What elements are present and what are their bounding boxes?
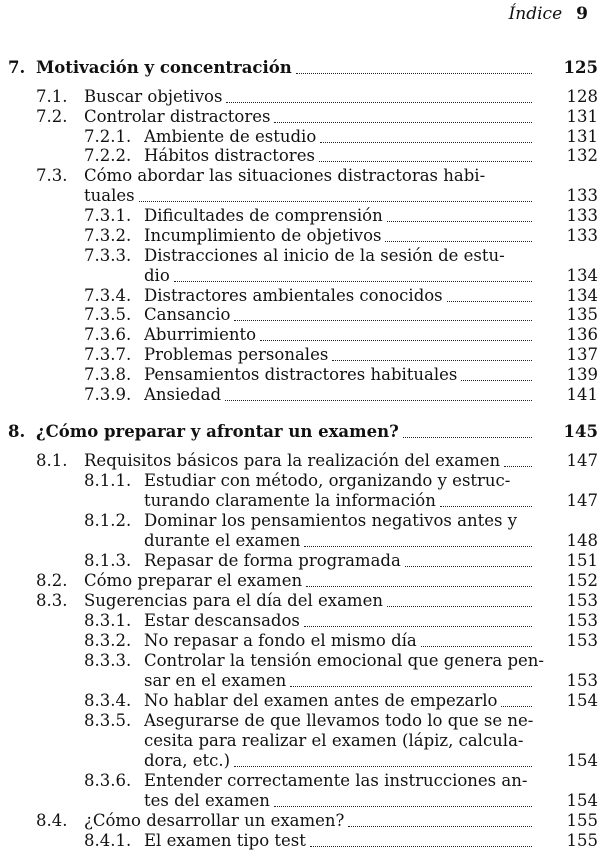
entry-title: Controlar la tensión emocional que genera pen- (144, 651, 545, 670)
dot-leader (319, 161, 532, 162)
dot-leader (306, 586, 532, 587)
entry-title: ¿Cómo desarrollar un examen? (84, 811, 345, 830)
entry-title: Ambiente de estudio (144, 127, 317, 146)
entry-number: 8.3.5. (84, 711, 132, 730)
entry-page-number: 125 (563, 58, 598, 77)
entry-title: Buscar objetivos (84, 87, 223, 106)
entry-title: Distractores ambientales conocidos (144, 286, 443, 305)
dot-leader (501, 706, 532, 707)
entry-number: 7.2.2. (84, 146, 132, 165)
entry-title: tes del examen (144, 791, 270, 810)
entry-title: Sugerencias para el día del examen (84, 591, 383, 610)
dot-leader (447, 301, 532, 302)
entry-page-number: 155 (566, 811, 598, 830)
entry-number: 8.4. (36, 811, 68, 830)
entry-page-number: 136 (566, 325, 598, 344)
entry-title: Asegurarse de que llevamos todo lo que se ne- (144, 711, 534, 730)
entry-page-number: 145 (563, 422, 598, 441)
dot-leader (274, 122, 532, 123)
entry-title: Cómo abordar las situaciones distractoras habi- (84, 166, 486, 185)
entry-title: Aburrimiento (144, 325, 257, 344)
entry-title: sar en el examen (144, 671, 287, 690)
entry-page-number: 155 (566, 831, 598, 850)
entry-number: 8.2. (36, 571, 68, 590)
dot-leader (405, 566, 532, 567)
entry-number: 8.3. (36, 591, 68, 610)
entry-page-number: 133 (566, 226, 598, 245)
entry-page-number: 147 (566, 491, 598, 510)
dot-leader (274, 806, 532, 807)
entry-title: Incumplimiento de objetivos (144, 226, 382, 245)
entry-number: 7.3.2. (84, 226, 132, 245)
entry-page-number: 133 (566, 206, 598, 225)
entry-page-number: 151 (566, 551, 598, 570)
entry-page-number: 154 (566, 751, 598, 770)
dot-leader (461, 380, 532, 381)
entry-page-number: 148 (566, 531, 598, 550)
dot-leader (440, 506, 532, 507)
dot-leader (320, 142, 532, 143)
entry-page-number: 133 (566, 186, 598, 205)
entry-page-number: 135 (566, 305, 598, 324)
running-header (509, 4, 588, 24)
entry-number: 7.3.3. (84, 246, 132, 265)
entry-page-number: 153 (566, 631, 598, 650)
dot-leader (226, 102, 532, 103)
dot-leader (304, 626, 532, 627)
entry-page-number: 152 (566, 571, 598, 590)
entry-title: dora, etc.) (144, 751, 231, 770)
entry-title: Motivación y concentración (36, 58, 292, 77)
entry-title: Repasar de forma programada (144, 551, 401, 570)
entry-number: 7.3.1. (84, 206, 132, 225)
entry-title: Entender correctamente las instrucciones an- (144, 771, 528, 790)
entry-page-number: 141 (566, 385, 598, 404)
entry-page-number: 131 (566, 127, 598, 146)
dot-leader (387, 221, 532, 222)
entry-page-number: 153 (566, 611, 598, 630)
dot-leader (174, 281, 532, 282)
entry-number: 7.3.4. (84, 286, 132, 305)
entry-title: Dificultades de comprensión (144, 206, 383, 225)
entry-number: 8.1.1. (84, 471, 132, 490)
entry-page-number: 139 (566, 365, 598, 384)
header-page-number: 9 (576, 4, 588, 24)
entry-number: 8. (8, 422, 26, 441)
entry-title: Problemas personales (144, 345, 329, 364)
entry-title: Pensamientos distractores habituales (144, 365, 458, 384)
entry-number: 8.4.1. (84, 831, 132, 850)
dot-leader (260, 340, 532, 341)
entry-title: No repasar a fondo el mismo día (144, 631, 417, 650)
entry-title: turando claramente la información (144, 491, 436, 510)
entry-title: Requisitos básicos para la realización del examen (84, 451, 501, 470)
entry-title: dio (144, 266, 170, 285)
entry-page-number: 153 (566, 671, 598, 690)
entry-title: Controlar distractores (84, 107, 271, 126)
entry-title: Estudiar con método, organizando y estruc- (144, 471, 511, 490)
entry-title: No hablar del examen antes de empezarlo (144, 691, 498, 710)
dot-leader (290, 686, 532, 687)
entry-page-number: 128 (566, 87, 598, 106)
entry-title: Cómo preparar el examen (84, 571, 303, 590)
entry-title: Estar descansados (144, 611, 300, 630)
entry-page-number: 134 (566, 286, 598, 305)
header-title: Índice (508, 4, 563, 24)
dot-leader (139, 201, 532, 202)
entry-number: 8.1.2. (84, 511, 132, 530)
entry-number: 7.3.8. (84, 365, 132, 384)
dot-leader (332, 360, 532, 361)
dot-leader (504, 466, 532, 467)
dot-leader (348, 826, 532, 827)
entry-number: 7.1. (36, 87, 68, 106)
entry-number: 7.3.5. (84, 305, 132, 324)
entry-title: Distracciones al inicio de la sesión de estu- (144, 246, 505, 265)
dot-leader (385, 241, 532, 242)
entry-page-number: 153 (566, 591, 598, 610)
dot-leader (296, 73, 532, 74)
entry-number: 7.2. (36, 107, 68, 126)
dot-leader (310, 846, 532, 847)
entry-title: ¿Cómo preparar y afrontar un examen? (36, 422, 399, 441)
dot-leader (403, 437, 532, 438)
entry-number: 8.3.4. (84, 691, 132, 710)
entry-page-number: 137 (566, 345, 598, 364)
entry-number: 7.3.9. (84, 385, 132, 404)
entry-number: 8.3.2. (84, 631, 132, 650)
entry-number: 7.2.1. (84, 127, 132, 146)
entry-number: 8.3.6. (84, 771, 132, 790)
entry-number: 7. (8, 58, 26, 77)
dot-leader (421, 646, 532, 647)
dot-leader (304, 546, 532, 547)
entry-title: tuales (84, 186, 135, 205)
entry-title: El examen tipo test (144, 831, 306, 850)
entry-title: Ansiedad (144, 385, 222, 404)
entry-page-number: 131 (566, 107, 598, 126)
entry-title: cesita para realizar el examen (lápiz, calcula- (144, 731, 524, 750)
entry-title: Dominar los pensamientos negativos antes y (144, 511, 518, 530)
entry-number: 7.3. (36, 166, 68, 185)
entry-page-number: 132 (566, 146, 598, 165)
dot-leader (225, 400, 532, 401)
entry-title: Cansancio (144, 305, 231, 324)
entry-page-number: 154 (566, 691, 598, 710)
entry-number: 8.1. (36, 451, 68, 470)
entry-number: 7.3.7. (84, 345, 132, 364)
entry-number: 7.3.6. (84, 325, 132, 344)
dot-leader (387, 606, 532, 607)
entry-number: 8.3.3. (84, 651, 132, 670)
entry-page-number: 154 (566, 791, 598, 810)
entry-page-number: 147 (566, 451, 598, 470)
dot-leader (234, 320, 532, 321)
entry-number: 8.1.3. (84, 551, 132, 570)
dot-leader (234, 766, 532, 767)
entry-title: durante el examen (144, 531, 301, 550)
entry-number: 8.3.1. (84, 611, 132, 630)
entry-page-number: 134 (566, 266, 598, 285)
entry-title: Hábitos distractores (144, 146, 315, 165)
